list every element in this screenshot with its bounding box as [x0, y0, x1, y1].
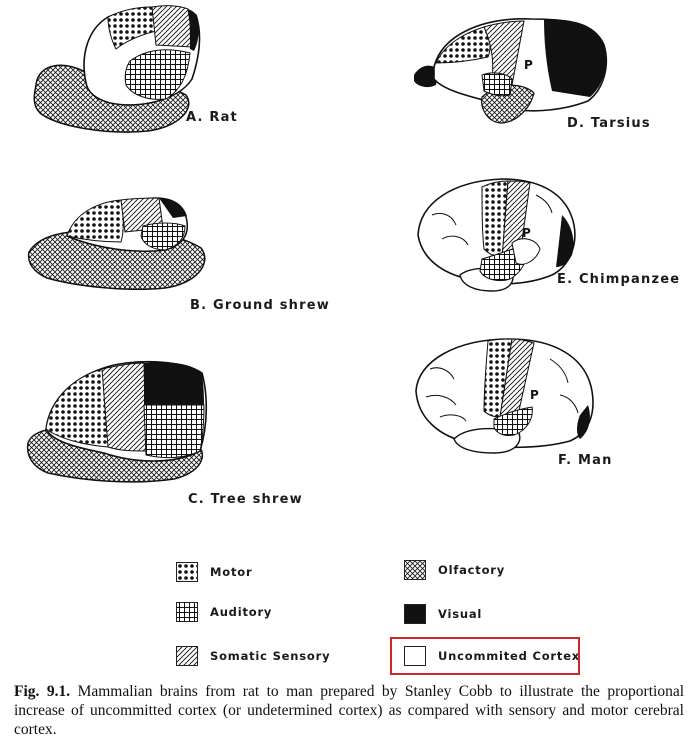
label-chimpanzee: E. Chimpanzee — [557, 272, 681, 287]
figure-caption — [14, 682, 684, 739]
visual-swatch — [404, 604, 426, 624]
motor-swatch — [176, 562, 198, 582]
legend-label-olfactory: Olfactory — [438, 563, 506, 577]
label-tarsius: D. Tarsius — [567, 116, 651, 131]
tarsius-region-p: P — [524, 58, 533, 72]
label-tree-shrew: C. Tree shrew — [188, 492, 303, 507]
caption-lead: Fig. 9.1. — [14, 683, 71, 700]
legend-label-motor: Motor — [210, 565, 253, 579]
brain-tarsius — [412, 5, 612, 130]
legend-visual — [404, 602, 482, 626]
olfactory-swatch — [404, 560, 426, 580]
brain-rat — [28, 5, 203, 135]
legend-somatic-sensory — [176, 644, 330, 668]
man-region-p: P — [530, 388, 539, 402]
auditory-swatch — [176, 602, 198, 622]
label-ground-shrew: B. Ground shrew — [190, 298, 330, 313]
legend-label-auditory: Auditory — [210, 605, 273, 619]
label-rat: A. Rat — [186, 110, 238, 125]
legend-auditory — [176, 600, 272, 624]
brain-ground-shrew — [25, 192, 215, 292]
chimpanzee-region-p: P — [522, 226, 531, 240]
label-man: F. Man — [558, 453, 613, 468]
caption-text: Mammalian brains from rat to man prepared by Stanley Cobb to illustrate the proportional increase of uncommitted cortex (or undetermined cortex) as compared with sensory and motor cerebral cortex. — [14, 683, 685, 738]
legend-label-uncommitted: Uncommited Cortex — [438, 649, 581, 663]
somatic-sensory-swatch — [176, 646, 198, 666]
legend-label-visual: Visual — [438, 607, 483, 621]
legend-olfactory — [404, 558, 505, 582]
brain-tree-shrew — [24, 355, 214, 485]
legend-motor — [176, 560, 252, 584]
legend-label-somatic-sensory: Somatic Sensory — [210, 649, 331, 663]
brain-man — [410, 335, 600, 455]
uncommitted-highlight-box — [390, 637, 580, 675]
